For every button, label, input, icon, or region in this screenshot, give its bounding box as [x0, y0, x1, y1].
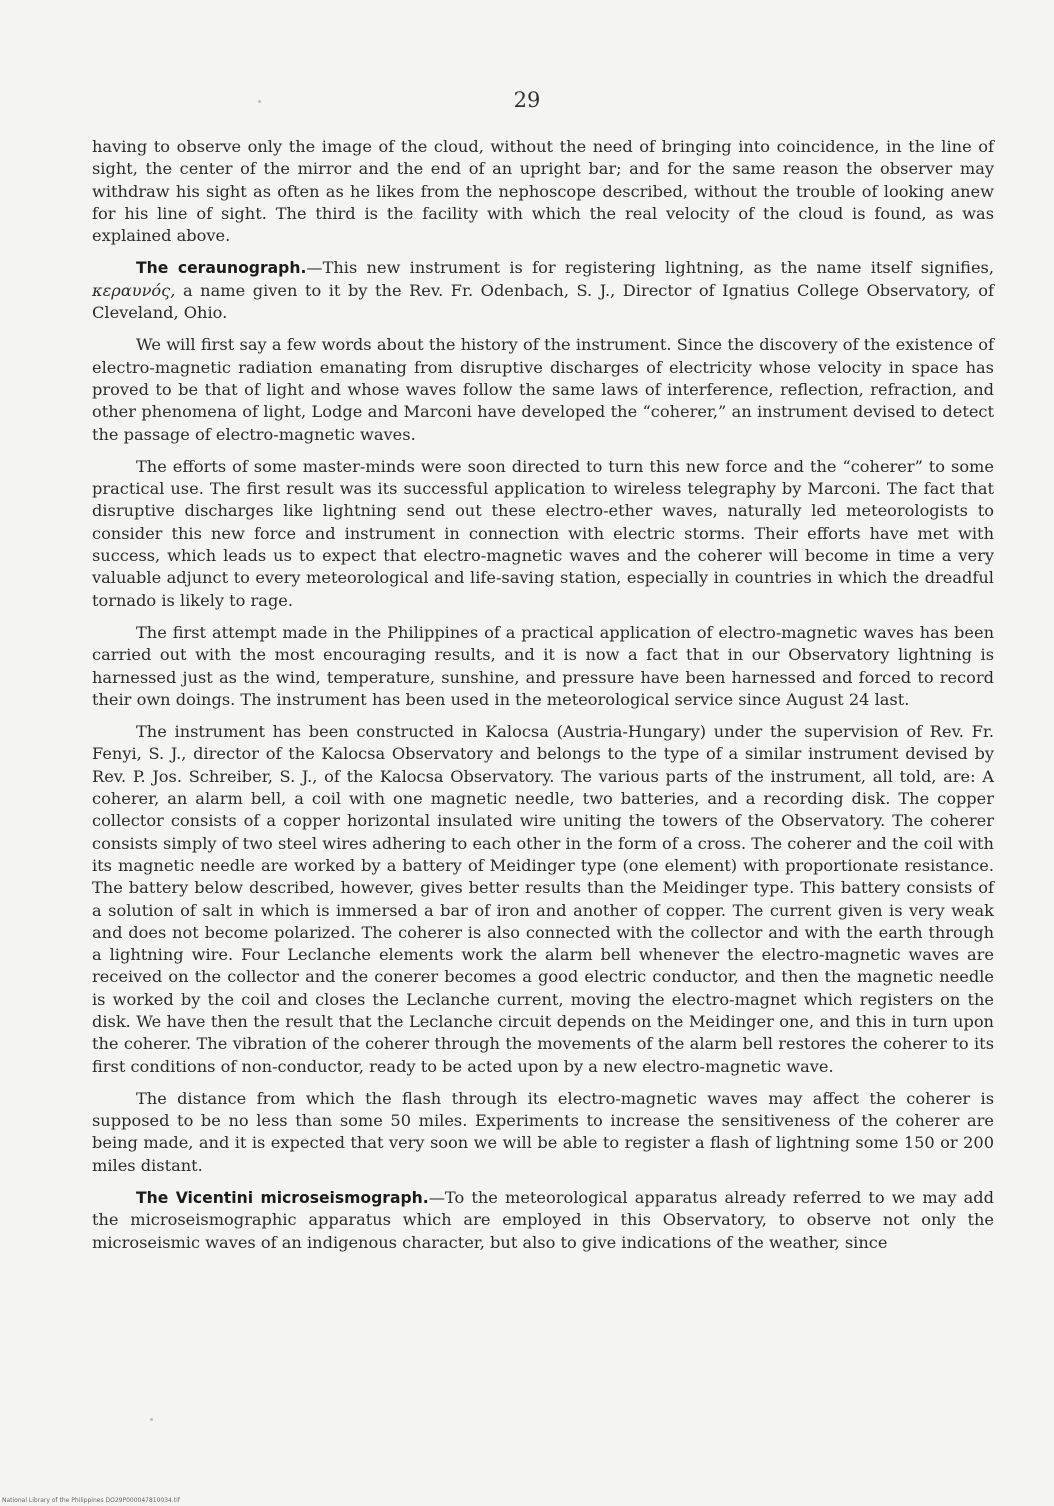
- paragraph-continuation: having to observe only the image of the cloud, without the need of bringing into coincidence, in the line of sight, the center of the mirror and the end of an upright bar; and for the same reason the observer may withdraw his sight as often as he likes from the nephoscope described, without the trouble of looking anew for his line of sight. The third is the facility with which the real velocity of the cloud is found, as was explained above.: [92, 137, 994, 246]
- paragraph-efforts: The efforts of some master-minds were soon directed to turn this new force and the “coherer” to some practical use. The first result was its successful application to wireless telegraphy by Marconi. The fact that disruptive discharges like lightning send out these electro-ether waves, naturally led meteorologists to consider this new force and instrument in connection with electric storms. Their efforts have met with success, which leads us to expect that electro-magnetic waves and the coherer will become in time a very valuable adjunct to every meteorological and life-saving station, especially in countries in which the dreadful tornado is likely to rage.: [92, 456, 994, 610]
- greek-word: κεραυνός,: [92, 280, 176, 300]
- section-heading-microseismograph: The Vicentini microseismograph.: [136, 1189, 429, 1208]
- paragraph-text: a name given to it by the Rev. Fr. Odenbach, S. J., Director of Ignatius College Observatory, of Cleveland, Ohio.: [92, 280, 994, 323]
- paragraph-construction: The instrument has been constructed in Kalocsa (Austria-Hungary) under the supervision of Rev. Fr. Fenyi, S. J., director of the Kalocsa Observatory and belongs to the type of a similar instrument devised by Rev. P. Jos. Schreiber, S. J., of the Kalocsa Observatory. The various parts of the instrument, all told, are: A coherer, an alarm bell, a coil with one magnetic needle, two batteries, and a recording disk. The copper collector consists of a copper horizontal insulated wire uniting the towers of the Observatory. The coherer consists simply of two steel wires adhering to each other in the form of a cross. The coherer and the coil with its magnetic needle are worked by a battery of Meidinger type (one element) with proportionate resistance. The battery below described, however, gives better results than the Meidinger type. This battery consists of a solution of salt in which is immersed a bar of iron and another of copper. The current given is very weak and does not become polarized. The coherer is also connected with the collector and with the earth through a lightning wire. Four Leclanche elements work the alarm bell whenever the electro-magnetic waves are received on the collector and the conerer becomes a good electric conductor, and then the magnetic needle is worked by the coil and closes the Leclanche current, moving the electro-magnet which registers on the disk. We have then the result that the Leclanche circuit depends on the Meidinger one, and this in turn upon the coherer. The vibration of the coherer through the movements of the alarm bell restores the coherer to its first conditions of non-conductor, ready to be acted upon by a new electro-magnetic wave.: [92, 722, 994, 1076]
- scan-speck: [150, 1418, 153, 1421]
- page-number: 29: [513, 88, 541, 112]
- paragraph-philippines: The first attempt made in the Philippines of a practical application of electro-magnetic waves has been carried out with the most encouraging results, and it is now a fact that in our Observatory lightning is harnessed just as the wind, temperature, sunshine, and pressure have been harnessed and forced to record their own doings. The instrument has been used in the meteorological service since August 24 last.: [92, 622, 994, 709]
- paragraph-microseismograph: [92, 1187, 994, 1254]
- paragraph-history: We will first say a few words about the history of the instrument. Since the discovery of the existence of electro-magnetic radiation emanating from disruptive discharges of electricity whose velocity in space has proved to be that of light and whose waves follow the same laws of interference, reflection, refraction, and other phenomena of light, Lodge and Marconi have developed the “coherer,” an instrument devised to detect the passage of electro-magnetic waves.: [92, 335, 994, 444]
- paragraph-text: —To the meteorological apparatus already referred to we may add the microseismographic apparatus which are employed in this Observatory, to observe not only the microseismic waves of an indigenous character, but also to give indications of the weather, since: [92, 1188, 994, 1252]
- paragraph-distance: The distance from which the flash through its electro-magnetic waves may affect the coherer is supposed to be no less than some 50 miles. Experiments to increase the sensitiveness of the coherer are being made, and it is expected that very soon we will be able to register a flash of lightning some 150 or 200 miles distant.: [92, 1088, 994, 1175]
- section-heading-ceraunograph: The ceraunograph.: [136, 259, 307, 278]
- paragraph-ceraunograph: [92, 257, 994, 324]
- body-text: [92, 136, 994, 1264]
- scan-footer-credit: National Library of the Philippines DO29P000047810034.tif: [2, 1497, 180, 1504]
- paragraph-text: —This new instrument is for registering lightning, as the name itself signifies,: [306, 258, 994, 278]
